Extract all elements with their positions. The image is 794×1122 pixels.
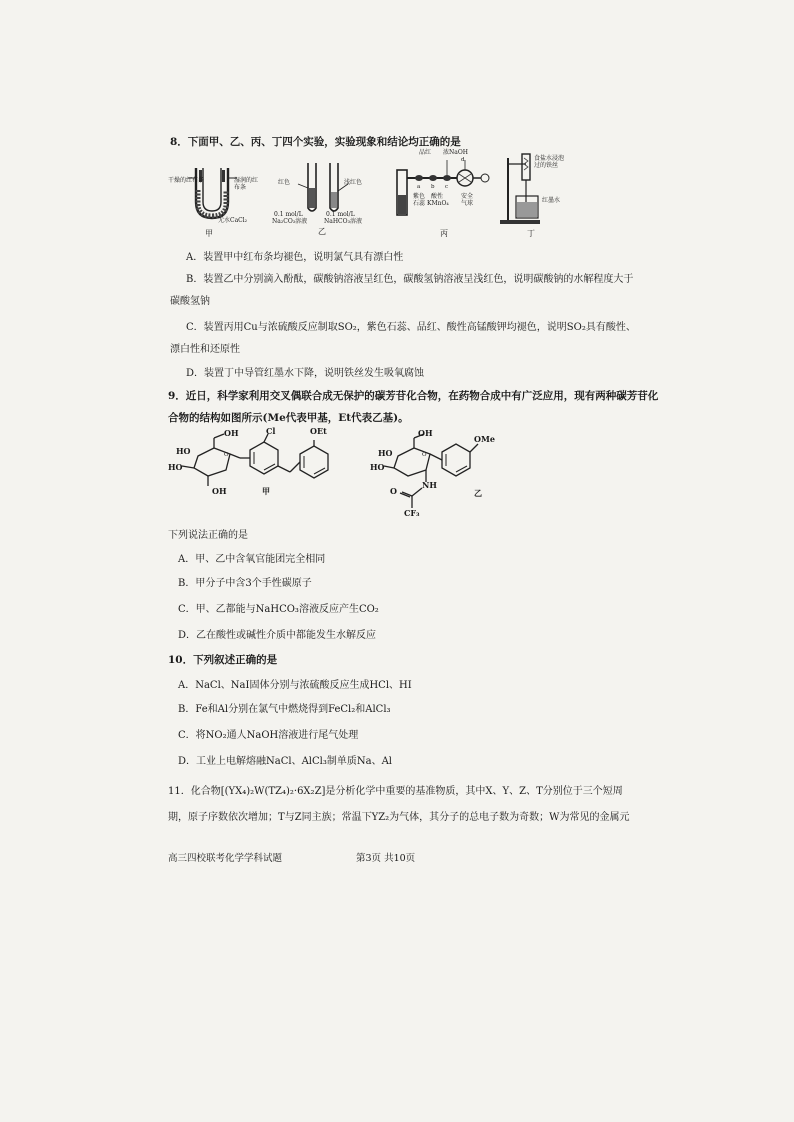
jia-bottom-label: 无水CaCl₂: [218, 217, 248, 224]
q9-option-d: D．乙在酸性或碱性介质中都能发生水解反应: [178, 630, 377, 641]
bing-c: c: [445, 184, 449, 190]
bing-pinhong: 品红: [419, 149, 432, 156]
jia-oh-top: OH: [224, 428, 239, 438]
ding-label1b: 过的铁丝: [534, 162, 559, 169]
q10-option-a: A．NaCl、NaI固体分别与浓硫酸反应生成HCl、HI: [178, 680, 412, 691]
bing-anquan: 安全: [461, 193, 474, 200]
q11-stem-line2: 期，原子序数依次增加；T与Z同主族；常温下YZ₂为气体，其分子的总电子数为奇数；W为常见的金属元: [168, 812, 630, 823]
bing-zise: 紫色: [413, 193, 426, 200]
yi-right-top: 浅红色: [344, 179, 363, 186]
ding-label2: 红墨水: [542, 197, 561, 204]
bing-d: d: [461, 157, 465, 163]
q9-option-a: A．甲、乙中含氧官能团完全相同: [178, 554, 326, 565]
jia-ring-o: O: [224, 452, 229, 458]
bing-kmno4: KMnO₄: [427, 200, 449, 207]
yi-carbonyl-o: O: [390, 486, 397, 496]
u-tube-diagram: [168, 160, 263, 235]
bing-b: b: [431, 184, 435, 190]
yi-ho-1: HO: [378, 448, 393, 458]
bing-suanxing: 酸性: [431, 193, 444, 200]
q8-option-b-cont: 碳酸氢钠: [170, 296, 210, 307]
q11-formula: [(YX₄)₂W(TZ₄)₂·6X₂Z]: [220, 786, 326, 797]
q9-option-c: C．甲、乙都能与NaHCO₃溶液反应产生CO₂: [178, 604, 379, 615]
bing-naoh: 浓NaOH: [443, 149, 468, 156]
q10-option-d: D．工业上电解熔融NaCl、AlCl₃制单质Na、Al: [178, 756, 392, 767]
jia-oh-bottom: OH: [212, 486, 227, 496]
q10-stem: 10．下列叙述正确的是: [168, 654, 278, 666]
yi-oh-top: OH: [418, 428, 433, 438]
yi-ome: OMe: [474, 434, 495, 444]
figure-jia: [168, 160, 263, 235]
q8-option-c: C．装置丙用Cu与浓硫酸反应制取SO₂，紫色石蕊、品红、酸性高锰酸钾均褪色，说明SO₂具有酸性、: [186, 322, 636, 333]
q8-option-d: D．装置丁中导管红墨水下降，说明铁丝发生吸氧腐蚀: [186, 368, 425, 379]
structure-jia-caption: 甲: [262, 486, 270, 496]
yi-right-conc: 0.1 mol/L: [326, 211, 355, 218]
fig-yi-caption: 乙: [318, 227, 326, 236]
fig-bing-caption: 丙: [440, 229, 448, 238]
figure-bing: [385, 150, 495, 230]
q8-option-b: B．装置乙中分别滴入酚酞，碳酸钠溶液呈红色，碳酸氢钠溶液呈浅红色，说明碳酸钠的水解程度大于: [186, 274, 634, 285]
yi-left-conc: 0.1 mol/L: [274, 211, 303, 218]
fig-jia-caption: 甲: [205, 229, 213, 238]
bing-qiqiu: 气球: [461, 200, 474, 207]
yi-right-sol: NaHCO₃溶液: [324, 218, 362, 225]
q11-suffix: 是分析化学中重要的基准物质，其中X、Y、Z、T分别位于三个短周: [325, 786, 623, 797]
q10-option-c: C．将NO₂通人NaOH溶液进行尾气处理: [178, 730, 359, 741]
fig-ding-caption: 丁: [527, 229, 535, 238]
figure-yi: [270, 158, 370, 233]
q9-stem-line1: 9．近日，科学家利用交叉偶联合成无保护的碳芳苷化合物，在药物合成中有广泛应用，现有两种碳芳苷化: [168, 390, 659, 402]
q10-option-b: B．Fe和Al分别在氯气中燃烧得到FeCl₂和AlCl₃: [178, 704, 391, 715]
yi-ho-2: HO: [370, 462, 385, 472]
jia-right-label: 湿润的红布条: [234, 177, 259, 191]
bing-a: a: [417, 184, 421, 190]
q9-option-b: B．甲分子中含3个手性碳原子: [178, 578, 312, 589]
jia-cl: Cl: [266, 426, 276, 436]
q11-prefix: 11．化合物: [168, 786, 221, 797]
q9-prompt: 下列说法正确的是: [168, 530, 248, 541]
footer-page-number: 第3页 共10页: [356, 853, 416, 864]
yi-nh: NH: [422, 480, 437, 490]
q9-stem-line2: 合物的结构如图所示(Me代表甲基，Et代表乙基)。: [168, 412, 409, 424]
bing-shirui: 石蕊: [413, 200, 426, 207]
jia-ho-1: HO: [176, 446, 191, 456]
q8-option-c-cont: 漂白性和还原性: [170, 344, 240, 355]
jia-oet: OEt: [310, 426, 327, 436]
structure-yi: [370, 428, 496, 524]
jia-left-label: 干燥的红布条: [168, 177, 205, 184]
q8-option-a: A．装置甲中红布条均褪色，说明氯气具有漂白性: [186, 252, 404, 263]
footer-title: 高三四校联考化学学科试题: [168, 853, 283, 864]
q11-stem-line1: [168, 782, 623, 797]
structure-yi-drawing: [376, 432, 496, 524]
q8-stem: 8．下面甲、乙、丙、丁四个实验，实验现象和结论均正确的是: [170, 136, 461, 148]
yi-cf3: CF₃: [404, 508, 420, 518]
jia-ho-2: HO: [168, 462, 183, 472]
yi-left-top: 红色: [278, 179, 291, 186]
yi-left-sol: Na₂CO₃溶液: [272, 218, 308, 225]
so2-apparatus-diagram: [385, 150, 495, 230]
ding-label1a: 食盐水浸泡: [534, 155, 565, 162]
figure-ding: [496, 150, 596, 230]
yi-ring-o: O: [422, 452, 427, 458]
structure-yi-caption: 乙: [474, 488, 482, 498]
